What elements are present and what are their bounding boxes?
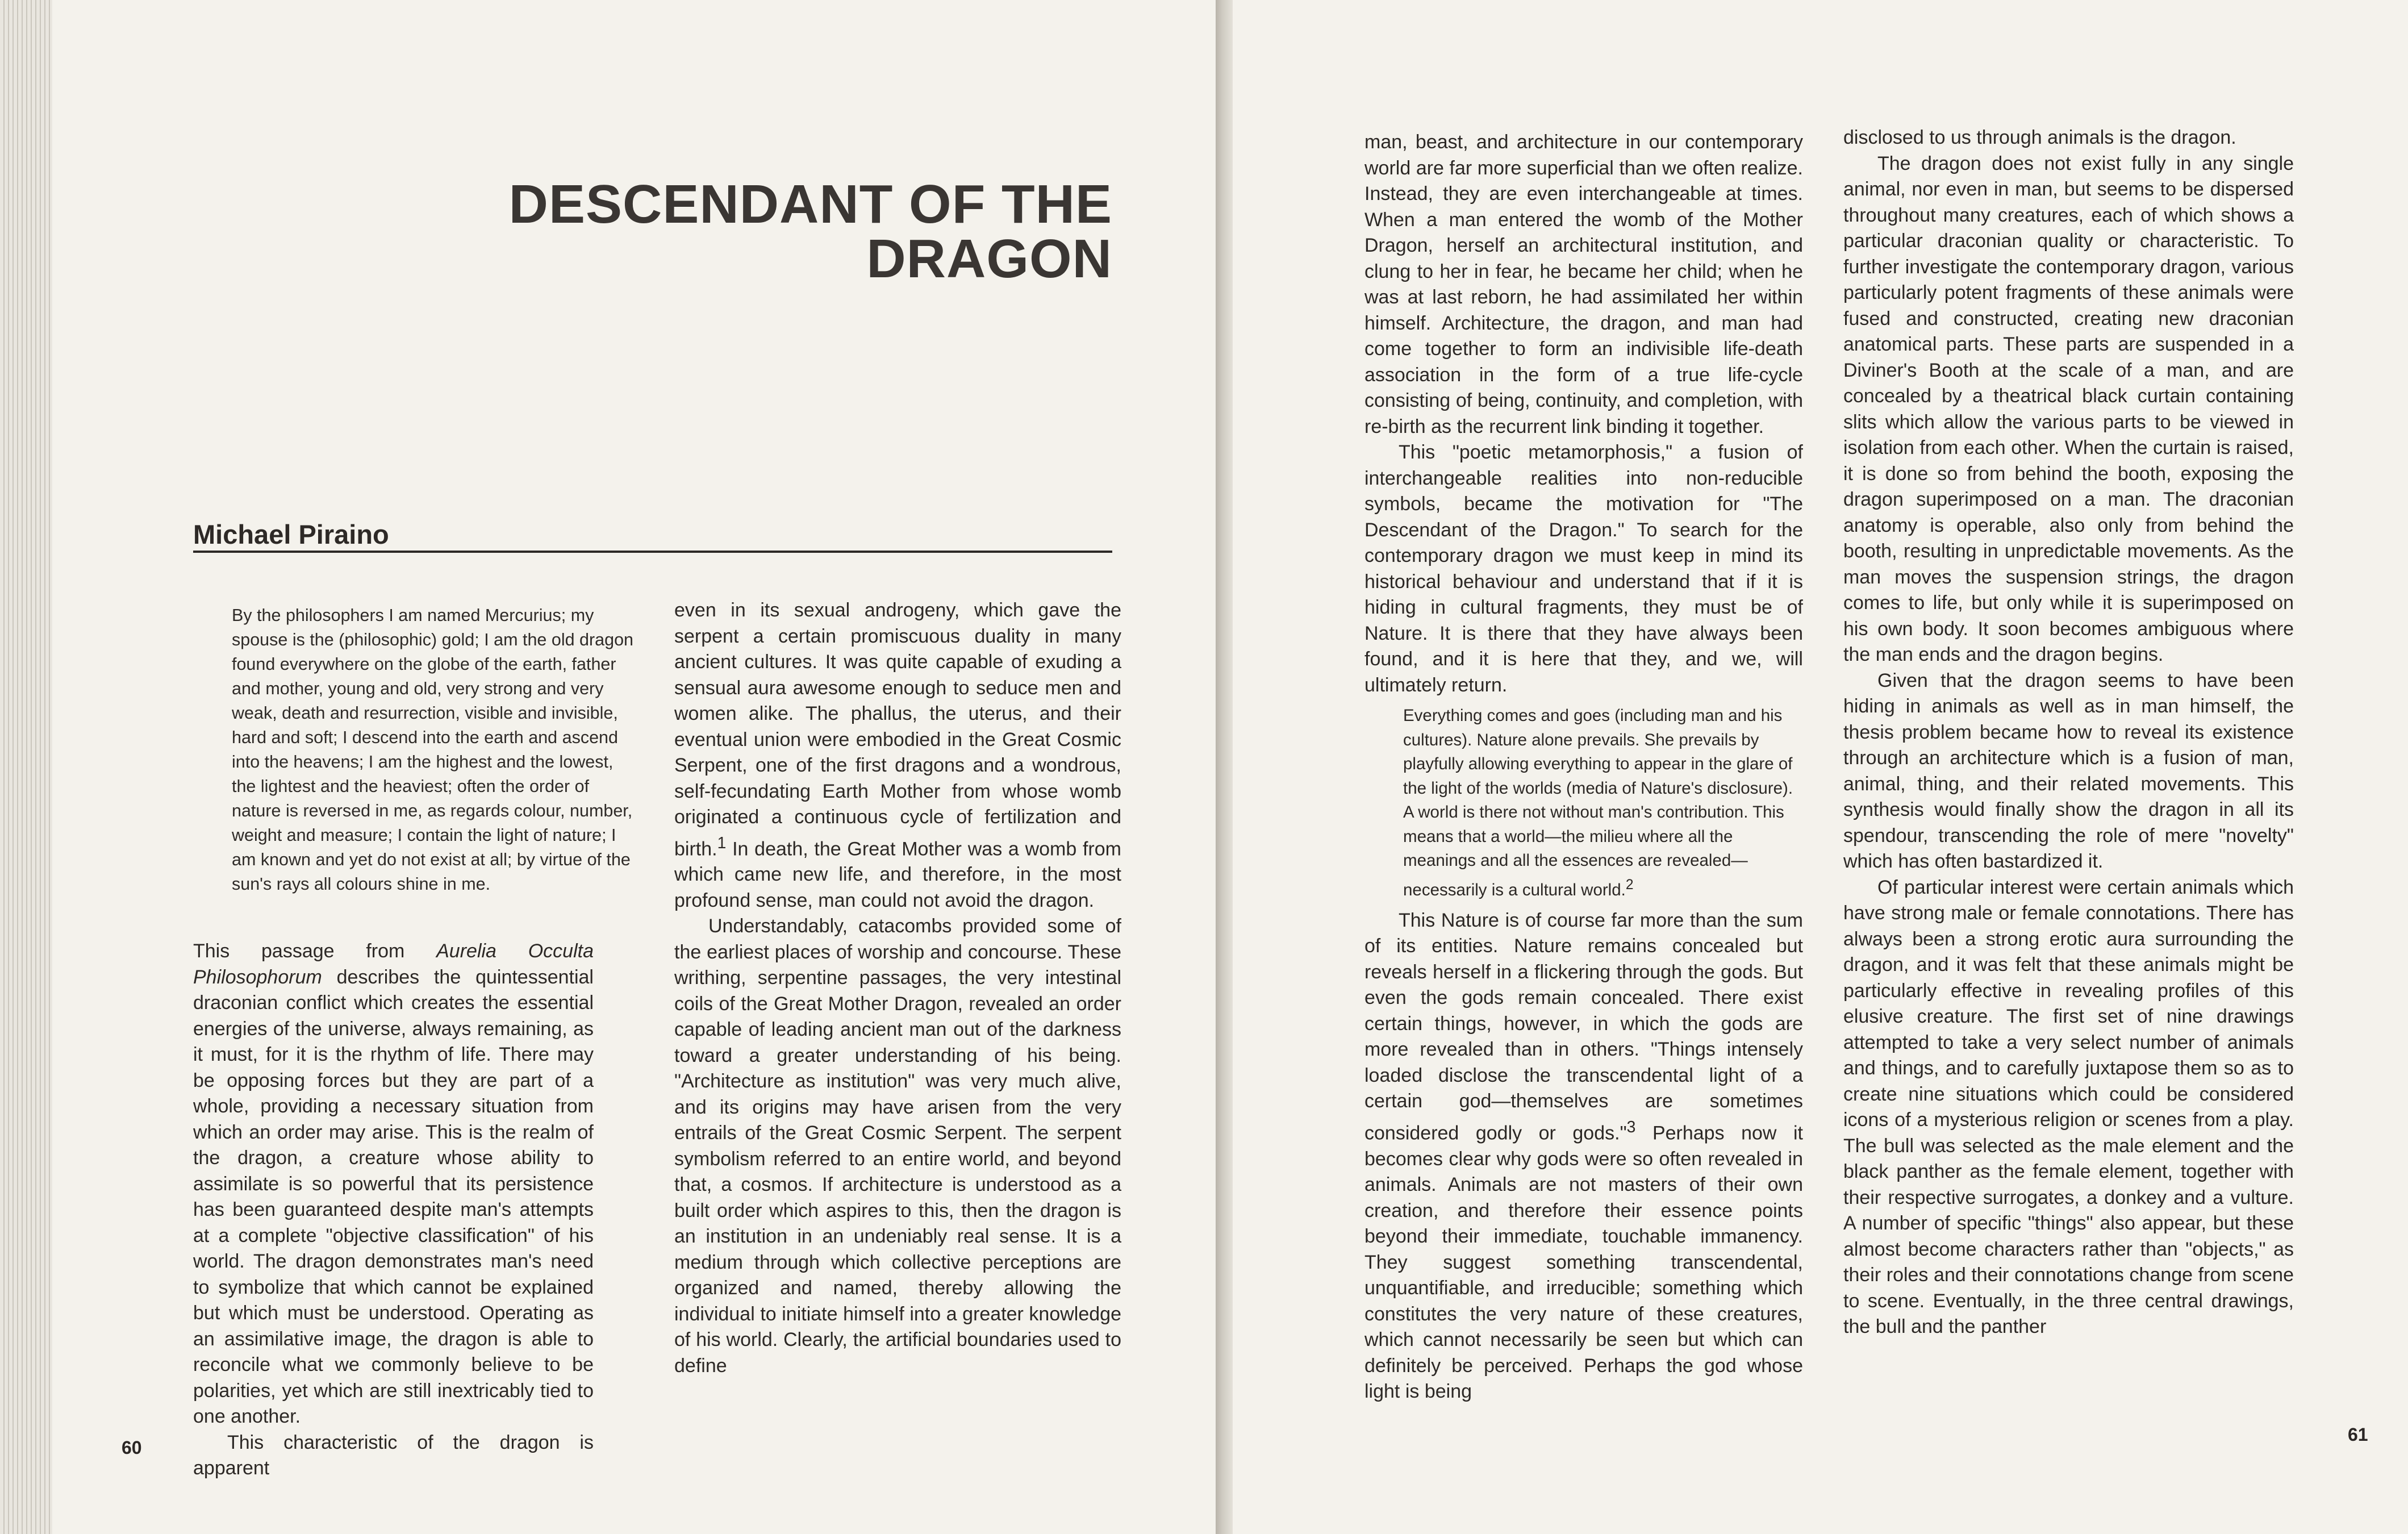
page-number-left: 60	[122, 1437, 142, 1458]
paragraph-1: disclosed to us through animals is the dragon.	[1843, 127, 2236, 148]
right-page	[1233, 0, 2408, 1534]
page-edge-strips	[0, 0, 52, 1534]
column-left-2	[674, 598, 1121, 1379]
paragraph-2: This characteristic of the dragon is apparent	[193, 1431, 594, 1479]
paragraph-2: The dragon does not exist fully in any single animal, nor even in man, but seems to be dispersed throughout many creatures, each of which shows a particular draconian quality or characteristic. To further investigate the contemporary dragon, various particularly potent fragments of these animals were fused and constructed, creating new draconian anatomical parts. These parts are suspended in a Diviner's Booth at the scale of a man, and are concealed by a theatrical black curtain containing slits which allow the various parts to be viewed in isolation from each other. When the curtain is raised, it is done so from behind the booth, exposing the dragon superimposed on a man. The draconian anatomy is operable, also only from behind the booth, resulting in unpredictable movements. As the man moves the suspension strings, the dragon comes to life, but only while it is superimposed on his own body. It soon becomes ambiguous where the man ends and the dragon begins.	[1843, 152, 2294, 665]
footnote-ref-1: 1	[717, 833, 727, 852]
column-right-2	[1843, 125, 2294, 1340]
page-number-right: 61	[2348, 1424, 2368, 1445]
paragraph-3: Given that the dragon seems to have been hiding in animals as well as in man himself, the thesis problem became how to reveal its existence through an architecture which is a fusion of man, animal, thing, and their related movements. This synthesis would finally show the dragon in all its spendour, transcending the role of mere "novelty" which has often bastardized it.	[1843, 669, 2294, 872]
paragraph-1: This passage from Aurelia Occulta Philosophorum describes the quintessential draconian conflict which creates the essential energies of the universe, always remaining, as it must, for it is the rhythm of life. There may be opposing forces but they are part of a whole, providing a necessary situation from which an order may arise. This is the realm of the dragon, a creature whose ability to assimilate is so powerful that its persistence has been guaranteed despite man's attempts at a complete "objective classification" of his world. The dragon demonstrates man's need to symbolize that which cannot be explained but which must be understood. Operating as an assimilative image, the dragon is able to reconcile what we commonly believe to be polarities, yet which are still inextricably tied to one another.	[193, 940, 594, 1427]
article-title	[398, 174, 1112, 289]
footnote-ref-2: 2	[1625, 877, 1634, 893]
column-right-1	[1364, 130, 1803, 1405]
paragraph-2: Understandably, catacombs provided some of the earliest places of worship and concourse. These writhing, serpentine passages, the very intestinal coils of the Great Mother Dragon, revealed an order capable of leading ancient man out of the darkness toward a greater understanding of his being. "Architecture as institution" was very much alive, and its origins may have arisen from the very entrails of the Great Cosmic Serpent. The serpent symbolism referred to an entire world, and beyond that, a cosmos. If architecture is understood as a built order which aspires to this, then the dragon is an institution in an undeniably real sense. It is a medium through which collective perceptions are organized and named, thereby allowing the individual to initiate himself into a greater knowledge of his world. Clearly, the artificial boundaries used to define	[674, 915, 1121, 1377]
book-gutter	[1216, 0, 1233, 1534]
footnote-ref-3: 3	[1626, 1118, 1636, 1136]
title-line-2: DRAGON	[866, 228, 1112, 289]
author-rule	[193, 551, 1112, 553]
block-quote: Everything comes and goes (including man and his cultures). Nature alone prevails. She prevails by playfully allowing everything to appear in the glare of the light of the worlds (media of Nature's disclosure). A world is there not without man's contribution. This means that a world—the milieu where all the meanings and all the essences are revealed—necessarily is a cultural world.$^2$	[1403, 706, 1793, 899]
author-name: Michael Piraino	[193, 519, 389, 549]
book-title: Aurelia Occulta Philosophorum	[193, 940, 594, 988]
paragraph-4: Of particular interest were certain animals which have strong male or female connotations. There has always been a strong erotic aura surrounding the dragon, and it was felt that these animals might be particularly effective in revealing profiles of this elusive creature. The first set of nine drawings attempted to take a very select number of animals and things, and to carefully juxtapose them so as to create nine situations which could be considered icons of a mysterious religion or scenes from a play. The bull was selected as the male element and the black panther as the female element, together with their respective surrogates, a donkey and a vulture. A number of specific "things" also appear, but these almost become characters rather than "objects," as their roles and their connotations change from scene to scene. Eventually, in the three central drawings, the bull and the panther	[1843, 876, 2294, 1337]
paragraph-1: even in its sexual androgeny, which gave the serpent a certain promiscuous duality in many ancient cultures. It was quite capable of exuding a sensual aura awesome enough to seduce men and women alike. The phallus, the uterus, and their eventual union were embodied in the Great Cosmic Serpent, one of the first dragons and a wondrous, self-fecundating Earth Mother from whose womb originated a continuous cycle of fertilization and birth.$^1$ In death, the Great Mother was a womb from which came new life, and therefore, in the most profound sense, man could not avoid the dragon.	[674, 599, 1121, 911]
paragraph-2: This "poetic metamorphosis," a fusion of interchangeable realities into non-reducible symbols, became the motivation for "The Descendant of the Dragon." To search for the contemporary dragon we must keep in mind its historical behaviour and understand that if it is hiding in cultural fragments, they must be of Nature. It is there that they have always been found, and it is here that they, and we, will ultimately return.	[1364, 441, 1803, 696]
epigraph-quote: By the philosophers I am named Mercurius; my spouse is the (philosophic) gold; I am the old dragon found everywhere on the globe of the earth, father and mother, young and old, very strong and very weak, death and resurrection, visible and invisible, hard and soft; I descend into the earth and ascend into the heavens; I am the highest and the lowest, the lightest and the heaviest; often the order of nature is reversed in me, as regards colour, number, weight and measure; I contain the light of nature; I am known and yet do not exist at all; by virtue of the sun's rays all colours shine in me.	[232, 606, 634, 894]
paragraph-1: man, beast, and architecture in our contemporary world are far more superficial than we often realize. Instead, they are even interchangeable at times. When a man entered the womb of the Mother Dragon, herself an architectural institution, and clung to her in fear, he became her child; when he was at last reborn, he had assimilated her within himself. Architecture, the dragon, and man had come together to form an indivisible life-death association in the form of a true life-cycle consisting of being, continuity, and completion, with re-birth as the recurrent link binding it together.	[1364, 131, 1803, 437]
title-line-1: DESCENDANT OF THE	[508, 174, 1112, 235]
column-left-1	[193, 939, 594, 1482]
paragraph-3: This Nature is of course far more than the sum of its entities. Nature remains concealed but reveals herself in a flickering through the gods. But even the gods remain concealed. There exist certain things, however, in which the gods are more revealed than in others. "Things intensely loaded disclose the transcendental light of a certain god—themselves are sometimes considered godly or gods."$^3$ Perhaps now it becomes clear why gods were so often revealed in animals. Animals are not masters of their own creation, and therefore their essence points beyond their immediate, touchable immanency. They suggest something transcendental, unquantifiable, and irreducible; something which constitutes the very nature of these creatures, which cannot necessarily be seen but which can definitely be perceived. Perhaps the god whose light is being	[1364, 909, 1803, 1403]
